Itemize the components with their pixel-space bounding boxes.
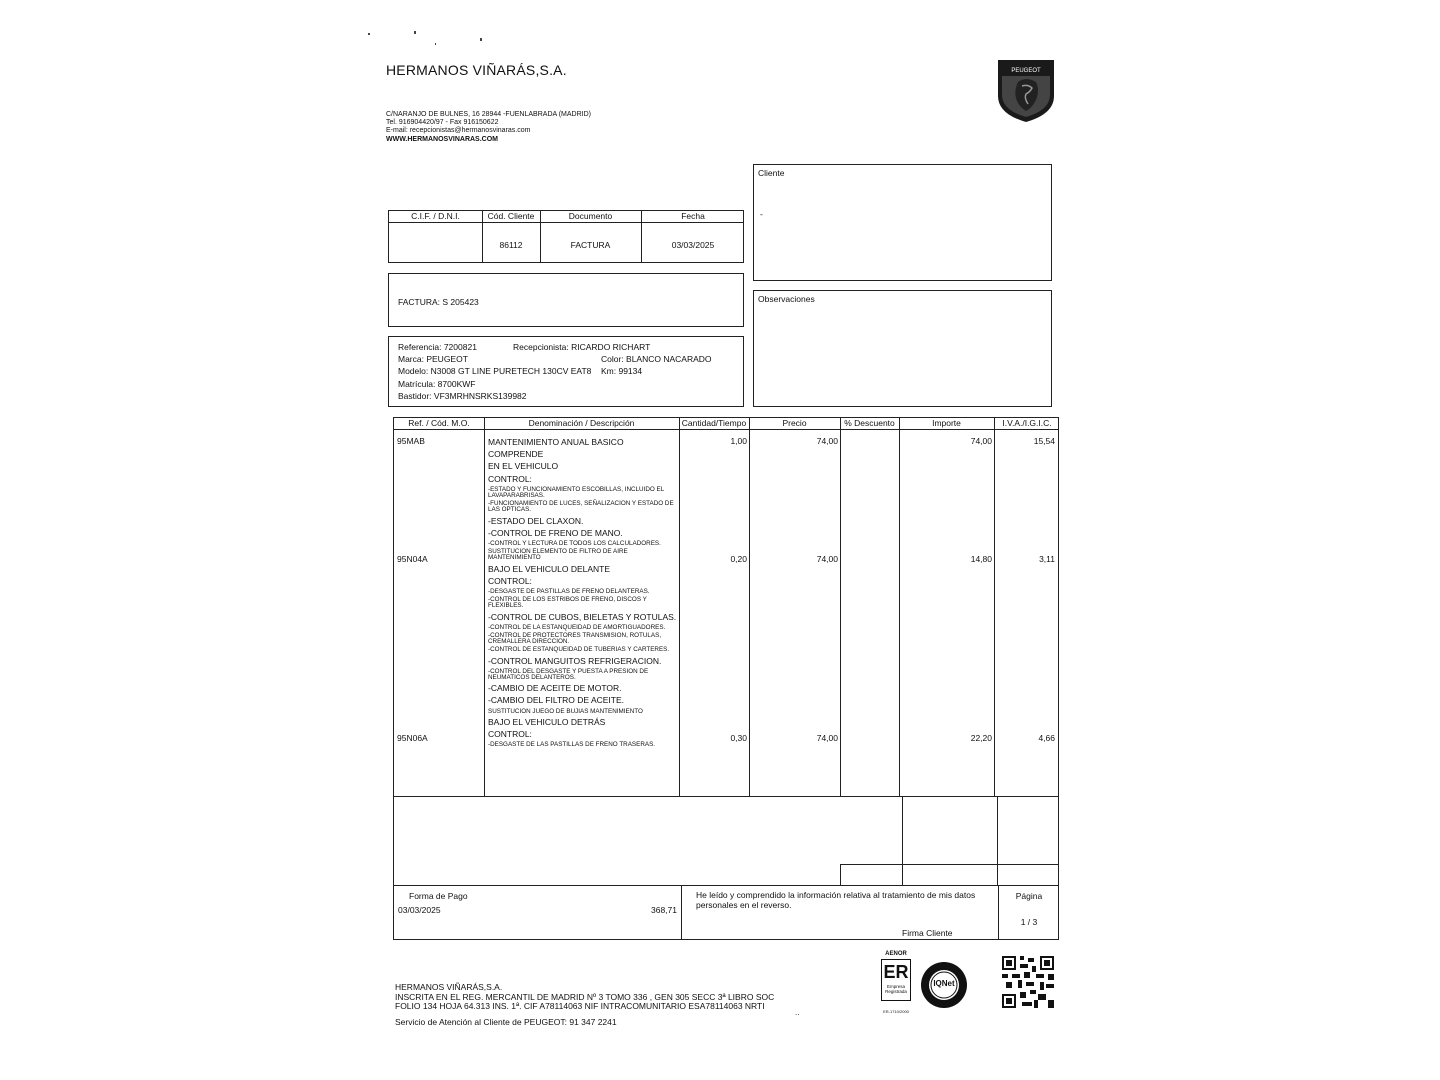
client-label: Cliente bbox=[758, 168, 785, 178]
client-value: - bbox=[760, 209, 763, 219]
vehicle-km: Km: 99134 bbox=[601, 366, 643, 376]
description-line: -CONTROL Y LECTURA DE TODOS LOS CALCULADORES. bbox=[488, 540, 661, 548]
description-line: -DESGASTE DE PASTILLAS DE FRENO DELANTERAS. bbox=[488, 588, 650, 596]
header-client-code: Cód. Cliente bbox=[487, 211, 535, 221]
header-price: Precio bbox=[782, 418, 807, 428]
observations-box bbox=[753, 290, 1052, 407]
description-line: CONTROL: bbox=[488, 473, 532, 484]
iqnet-badge bbox=[920, 961, 968, 1009]
header-vat: I.V.A./I.G.I.C. bbox=[1002, 418, 1052, 428]
scan-mark bbox=[368, 33, 370, 35]
vehicle-receptionist: Recepcionista: RICARDO RICHART bbox=[513, 342, 651, 352]
description-line: SUSTITUCION JUEGO DE BUJIAS MANTENIMIENTO bbox=[488, 707, 643, 715]
payment-method-label: Forma de Pago bbox=[409, 891, 468, 901]
invoice-number-box bbox=[388, 273, 744, 327]
description-line: EN EL VEHICULO bbox=[488, 461, 559, 472]
description-line: SUSTITUCION ELEMENTO DE FILTRO DE AIRE MANTENIMIENTO bbox=[488, 548, 628, 562]
peugeot-logo bbox=[996, 58, 1056, 124]
signature-label: Firma Cliente bbox=[902, 928, 953, 938]
description-line: -CONTROL DE CUBOS, BIELETAS Y ROTULAS. bbox=[488, 611, 677, 622]
document-info-table bbox=[388, 210, 744, 263]
header-amount: Importe bbox=[932, 418, 961, 428]
qr-code bbox=[1002, 956, 1054, 1008]
table-row-quantity: 0,20 bbox=[730, 554, 747, 564]
description-line: COMPRENDE bbox=[488, 449, 544, 460]
description-line: -CONTROL MANGUITOS REFRIGERACION. bbox=[488, 655, 662, 666]
table-row-amount: 22,20 bbox=[970, 733, 992, 743]
value-date: 03/03/2025 bbox=[671, 240, 715, 250]
table-row-quantity: 1,00 bbox=[730, 436, 747, 446]
description-line: CONTROL: bbox=[488, 729, 532, 740]
description-line: -CONTROL DE ESTANQUEIDAD DE TUBERIAS Y CARTERES. bbox=[488, 646, 670, 654]
iqnet-label: IQNet bbox=[933, 979, 955, 988]
description-list bbox=[488, 436, 678, 750]
aenor-sub-label: Empresa Registrada bbox=[885, 984, 907, 994]
aenor-letter: ER bbox=[883, 962, 909, 982]
payment-total: 368,71 bbox=[651, 905, 677, 915]
description-line: BAJO EL VEHICULO DETRÁS bbox=[488, 716, 606, 727]
invoice-number: FACTURA: S 205423 bbox=[398, 297, 479, 307]
page-label: Página bbox=[1015, 891, 1043, 901]
company-phone: Tel. 916904420/97 - Fax 916150622 bbox=[386, 119, 499, 126]
company-name: HERMANOS VIÑARÁS,S.A. bbox=[386, 62, 567, 78]
value-document: FACTURA bbox=[570, 240, 611, 250]
page-number: 1 / 3 bbox=[1020, 917, 1038, 927]
table-row-price: 74,00 bbox=[816, 554, 838, 564]
scan-mark bbox=[480, 38, 482, 41]
scan-mark bbox=[435, 43, 436, 45]
table-row-amount: 74,00 bbox=[970, 436, 992, 446]
description-line: BAJO EL VEHICULO DELANTE bbox=[488, 563, 611, 574]
description-line: -CONTROL DEL DESGASTE Y PUESTA A PRESION DE NEUMATICOS DELANTEROS. bbox=[488, 667, 649, 682]
client-box bbox=[753, 164, 1052, 281]
table-row-price: 74,00 bbox=[816, 436, 838, 446]
invoice-lines-table bbox=[393, 417, 1059, 797]
table-row-quantity: 0,30 bbox=[730, 733, 747, 743]
description-line: -CONTROL DE FRENO DE MANO. bbox=[488, 527, 623, 538]
observations-label: Observaciones bbox=[758, 294, 815, 304]
aenor-frame bbox=[881, 959, 911, 1001]
peugeot-logo-text: PEUGEOT bbox=[1011, 68, 1041, 74]
payment-date: 03/03/2025 bbox=[398, 905, 441, 915]
description-line: -CONTROL DE LA ESTANQUEIDAD DE AMORTIGUADORES. bbox=[488, 623, 666, 631]
description-line: CONTROL: bbox=[488, 575, 532, 586]
payment-footer-box bbox=[393, 885, 1059, 940]
vehicle-model: Modelo: N3008 GT LINE PURETECH 130CV EAT8 bbox=[398, 366, 592, 376]
customer-service-line: Servicio de Atención al Cliente de PEUGEOT: 91 347 2241 bbox=[395, 1017, 617, 1027]
vehicle-reference: Referencia: 7200821 bbox=[398, 342, 477, 352]
header-description: Denominación / Descripción bbox=[528, 418, 635, 428]
description-line: MANTENIMIENTO ANUAL BASICO bbox=[488, 437, 624, 447]
legal-folio-line: FOLIO 134 HOJA 64.313 INS. 1ª. CIF A78114063 NIF INTRACOMUNITARIO ESA78114063 NRTI bbox=[395, 1001, 765, 1011]
company-address: C/NARANJO DE BULNES, 16 28944 -FUENLABRADA (MADRID) bbox=[386, 111, 591, 118]
header-discount: % Descuento bbox=[844, 418, 895, 428]
vehicle-box bbox=[388, 336, 744, 407]
table-row-vat: 4,66 bbox=[1038, 733, 1055, 743]
description-line: -CAMBIO DE ACEITE DE MOTOR. bbox=[488, 683, 622, 694]
description-line: -ESTADO DEL CLAXON. bbox=[488, 515, 584, 526]
header-document: Documento bbox=[568, 211, 613, 221]
description-line: -DESGASTE DE LAS PASTILLAS DE FRENO TRASERAS. bbox=[488, 741, 656, 749]
description-line: -ESTADO Y FUNCIONAMIENTO ESCOBILLAS, INCLUIDO EL LAVAPARABRISAS. bbox=[488, 485, 665, 500]
table-row-vat: 3,11 bbox=[1039, 554, 1055, 564]
scan-mark: .. bbox=[795, 1008, 800, 1017]
totals-area bbox=[393, 796, 1059, 886]
scan-mark bbox=[414, 31, 416, 34]
privacy-notice: He leído y comprendido la información relativa al tratamiento de mis datos personales en el reverso. bbox=[696, 890, 976, 910]
header-date: Fecha bbox=[681, 211, 705, 221]
value-client-code: 86112 bbox=[499, 240, 523, 250]
description-line: -CAMBIO DEL FILTRO DE ACEITE. bbox=[488, 695, 625, 706]
description-line: -FUNCIONAMIENTO DE LUCES, SEÑALIZACION Y ESTADO DE LAS OPTICAS. bbox=[488, 500, 674, 514]
aenor-code: ER-1710/2000 bbox=[883, 1009, 909, 1014]
table-row-ref: 95N06A bbox=[397, 733, 428, 743]
header-cif: C.I.F. / D.N.I. bbox=[411, 211, 460, 221]
description-line: -CONTROL DE LOS ESTRIBOS DE FRENO, DISCOS Y FLEXIBLES. bbox=[488, 596, 647, 610]
company-web: WWW.HERMANOSVINARAS.COM bbox=[386, 136, 498, 143]
table-row-vat: 15,54 bbox=[1033, 436, 1055, 446]
legal-company-name: HERMANOS VIÑARÁS,S.A. bbox=[395, 982, 503, 992]
vehicle-plate: Matrícula: 8700KWF bbox=[398, 379, 476, 389]
table-row-price: 74,00 bbox=[816, 733, 838, 743]
header-ref: Ref. / Cód. M.O. bbox=[408, 418, 470, 428]
header-quantity: Cantidad/Tiempo bbox=[681, 418, 747, 428]
legal-registry-line: INSCRITA EN EL REG. MERCANTIL DE MADRID Nº 3 TOMO 336 , GEN 305 SECC 3ª LIBRO SOC bbox=[395, 992, 775, 1002]
aenor-badge bbox=[879, 951, 913, 1017]
aenor-top-label: AENOR bbox=[885, 951, 907, 957]
table-row-ref: 95N04A bbox=[397, 554, 428, 564]
description-line: -CONTROL DE PROTECTORES TRANSMISION, ROTULAS, CREMALLERA DIRECCION. bbox=[488, 632, 662, 646]
company-email: E-mail: recepcionistas@hermanosvinaras.com bbox=[386, 127, 531, 134]
vehicle-brand: Marca: PEUGEOT bbox=[398, 354, 468, 364]
table-row-ref: 95MAB bbox=[397, 436, 425, 446]
vehicle-vin: Bastidor: VF3MRHNSRKS139982 bbox=[398, 391, 527, 401]
vehicle-color: Color: BLANCO NACARADO bbox=[601, 354, 712, 364]
table-row-amount: 14,80 bbox=[970, 554, 992, 564]
